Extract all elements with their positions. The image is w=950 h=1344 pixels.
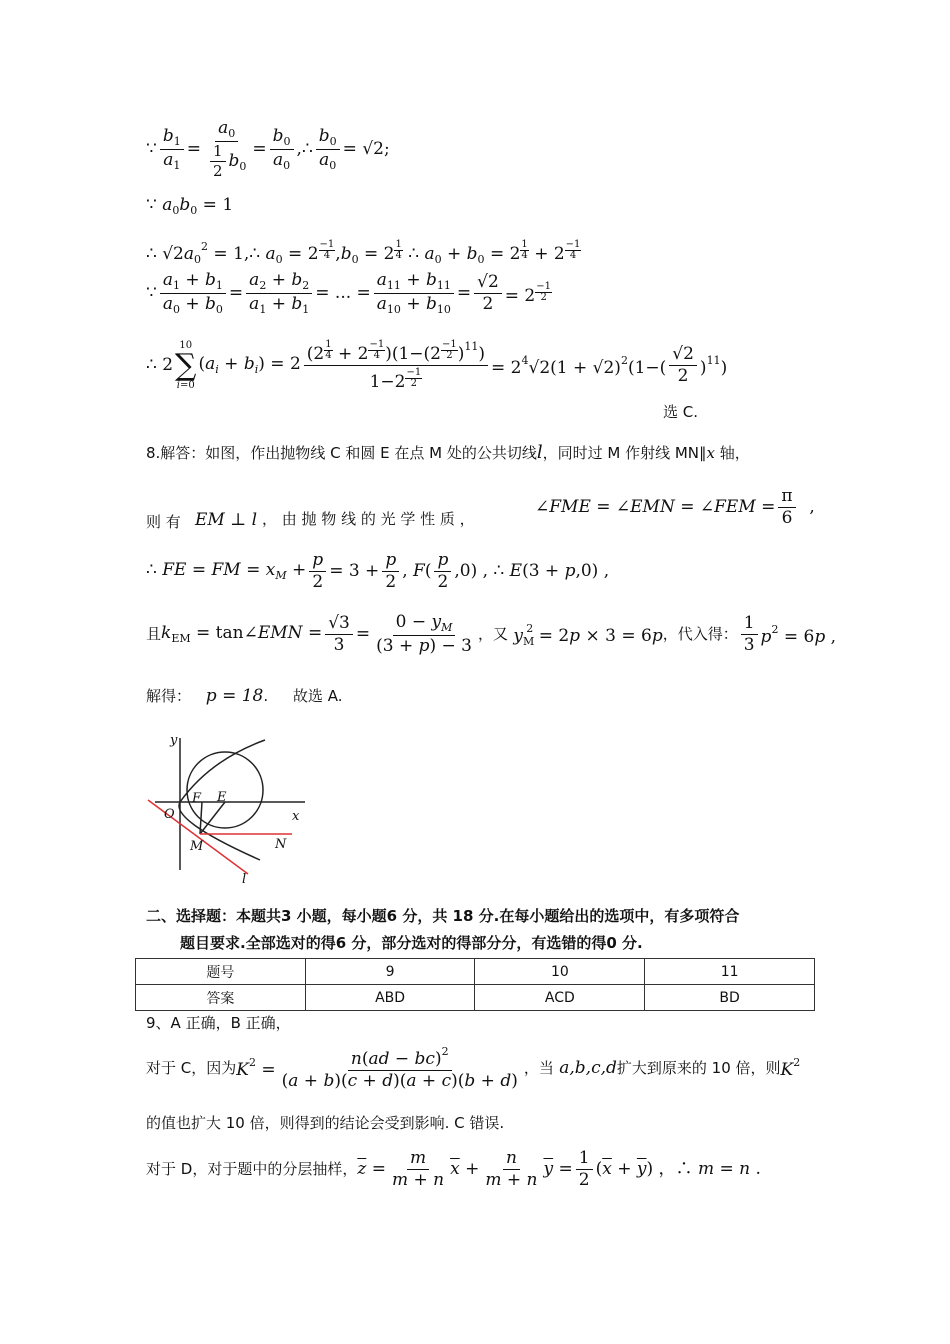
table-cell: ABD xyxy=(305,985,475,1011)
label-e: E xyxy=(217,790,227,805)
q8-intro: 8.解答：如图，作出抛物线 C 和圆 E 在点 M 处的公共切线l，同时过 M 作射线 MN∥x 轴， xyxy=(146,442,750,463)
label-n: N xyxy=(275,837,287,852)
table-cell: 9 xyxy=(305,959,475,985)
eq-sum: ∴ 2 10 ∑ i=0 $(a_i + b_i) = 2$ (2 $\frac{1}{4}$ + 2 $\frac{-1}{4}$ )(1−(2 $\frac{-1}{2}$ )$^{11}$) 1−2 $\frac{-1}{2}$ = $2^4√2(1 + √2)^2(1-$( $\frac{√2}{2}$ )$^{11}$) xyxy=(146,339,728,392)
table-row xyxy=(136,985,815,1011)
tangent-line-l xyxy=(148,800,248,874)
label-m: M xyxy=(190,839,204,854)
label-l: l xyxy=(242,872,247,887)
q8-em-perp: EM ⊥ l xyxy=(195,510,258,530)
label-x: x xyxy=(292,809,300,824)
eq-geometric-ratio: ∵ $\frac{a_1 + b_1}{a_0 + b_0}$ = $\frac{a_2 + b_2}{a_1 + b_1}$ = ... = $\frac{a_{11} + b_{11}}{a_{10} + b_{10}}$ = $\frac{√2}{2}$ = 2 $\frac{-1}{2}$ xyxy=(146,270,551,316)
q8-ze-you: 则 有 xyxy=(146,513,181,531)
label-y: y xyxy=(170,733,178,748)
label-o: O xyxy=(164,807,175,822)
q8-angles: ∠FME = ∠EMN = ∠FEM = $\frac{\pi}{6}$ , xyxy=(535,486,815,528)
table-cell: BD xyxy=(645,985,815,1011)
segment-em xyxy=(200,802,225,834)
answer-table xyxy=(135,958,815,1011)
q9-line1: 9、A 正确，B 正确， xyxy=(146,1014,291,1032)
table-row xyxy=(136,959,815,985)
parabola-circle-figure xyxy=(140,730,320,890)
eq-a0-b0-values: ∴ $√2a_0^2$ = 1,∴ $a_0 = 2$ $\frac{-1}{4}$ $,b_0 = 2$ $\frac{1}{4}$ ∴ $a_0 + b_0 = 2$ $\frac{1}{4}$ + 2 $\frac{-1}{4}$ xyxy=(146,239,581,266)
table-cell: 答案 xyxy=(136,985,306,1011)
eq-a0b0: ∵ $a_0b_0 = 1$ xyxy=(146,195,234,217)
section2-line1: 二、选择题：本题共3 小题，每小题6 分，共 18 分.在每小题给出的选项中，有多项符合 xyxy=(146,907,740,925)
section2-line2: 题目要求.全部选对的得6 分，部分选对的得部分分，有选错的得0 分. xyxy=(180,934,643,952)
q9-d-formula: 对于 D，对于题中的分层抽样， $\overline{z}$ = $\frac{m}{m + n}$ $\overline{x}$ + $\frac{n}{m + n}$ $\overline{y}$ = $\frac{1}{2}$ $(\overline{x} + \overline{y})$ ，∴ m = n . xyxy=(146,1148,761,1190)
table-cell: 10 xyxy=(475,959,645,985)
label-f: F xyxy=(192,791,202,806)
q8-optical: ， 由 抛 物 线 的 光 学 性 质 ， xyxy=(262,510,475,528)
table-cell: 题号 xyxy=(136,959,306,985)
table-cell: ACD xyxy=(475,985,645,1011)
q8-fe-fm: ∴ FE = FM = $x_M$ + $\frac{p}{2}$ = 3 + $\frac{p}{2}$ , F( $\frac{p}{2}$ ,0) , ∴ E(3 + p,0) , xyxy=(146,550,610,592)
q8-kem: 且 $k_{EM}$ = tan∠EMN = $\frac{√3}{3}$ = $\frac{0 - y_M}{(3 + p) - 3}$ ，又 $y_M^2 = 2p \times 3 = 6p$ ，代入得： $\frac{1}{3}$ $p^2 = 6p$ , xyxy=(146,612,837,656)
q9-c-formula: 对于 C，因为 $K^2$ = $\frac{n(ad - bc)^2}{(a + b)(c + d)(a + c)(b + d)}$ ，当 a,b,c,d 扩大到原来的 10 倍，则 $K^2$ xyxy=(146,1045,801,1091)
eq-ratio-b1-a1: ∵ $\frac{b_1}{a_1}$ = $a_0$ $\frac{1}{2}$ $b_0$ = $\frac{b_0}{a_0}$ ,∴ $\frac{b_0}{a_0}$ = √2; xyxy=(146,118,390,180)
q9-c-line2: 的值也扩大 10 倍，则得到的结论会受到影响. C 错误. xyxy=(146,1114,505,1132)
answer-choice-c: 选 C. xyxy=(663,403,699,421)
q8-solve: 解得： p = 18. 故选 A. xyxy=(146,686,343,706)
table-cell: 11 xyxy=(645,959,815,985)
